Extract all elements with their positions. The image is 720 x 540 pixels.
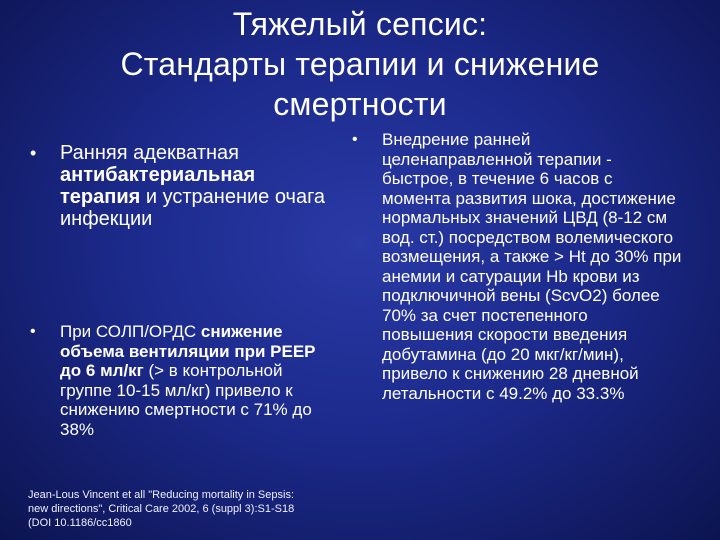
right-bullet-1-text: Внедрение ранней целенаправленной терапии - быстрое, в течение 6 часов с момента развития шока, достижение нормальных значений ЦВД (8-12 см вод. ст.) посредством волемического возмещения, а также > Ht до 30% при анемии и сатурации Hb крови из подключичной вены (ScvO2) более 70% за счет постепенного повышения скорости введения добутамина (до 20 мкг/кг/мин), привело к снижению 28 дневной летальности с 49.2% до 33.3% bbox=[382, 130, 682, 403]
reference-line-1: Jean-Lous Vincent et all "Reducing mortality in Sepsis: bbox=[28, 489, 295, 501]
bullet-dot: • bbox=[352, 131, 358, 148]
left-bullet-1-bold: антибактериальная терапия bbox=[60, 164, 256, 208]
left-bullet-2-text bbox=[60, 322, 338, 439]
right-bullet-1 bbox=[352, 130, 692, 403]
left-bullet-1-text bbox=[60, 142, 330, 230]
left-bullet-1 bbox=[30, 142, 330, 230]
title-line-1: Тяжелый сепсис: bbox=[232, 6, 488, 42]
reference-citation bbox=[28, 488, 348, 530]
bullet-dot: • bbox=[30, 143, 37, 163]
reference-line-2: new directions", Critical Care 2002, 6 (suppl 3):S1-S18 bbox=[28, 503, 295, 515]
bullet-dot: • bbox=[30, 323, 36, 340]
left-bullet-2-part1: При СОЛП/ОРДС bbox=[60, 322, 201, 341]
left-bullet-2 bbox=[30, 322, 340, 439]
title-line-2: Стандарты терапии и снижение bbox=[120, 46, 600, 82]
left-bullet-1-part1: Ранняя адекватная bbox=[60, 142, 240, 164]
left-bullet-1-part3: и устранение очага инфекции bbox=[60, 186, 326, 230]
title-line-3: смертности bbox=[273, 86, 447, 122]
reference-line-3: (DOI 10.1186/cc1860 bbox=[28, 517, 132, 529]
left-bullet-2-bold: снижение объема вентиляции при PEEP до 6 мл/кг bbox=[60, 322, 316, 380]
left-bullet-2-part3: (> в контрольной группе 10-15 мл/кг) привело к снижению смертности с 71% до 38% bbox=[60, 361, 312, 439]
slide-title bbox=[60, 4, 660, 124]
